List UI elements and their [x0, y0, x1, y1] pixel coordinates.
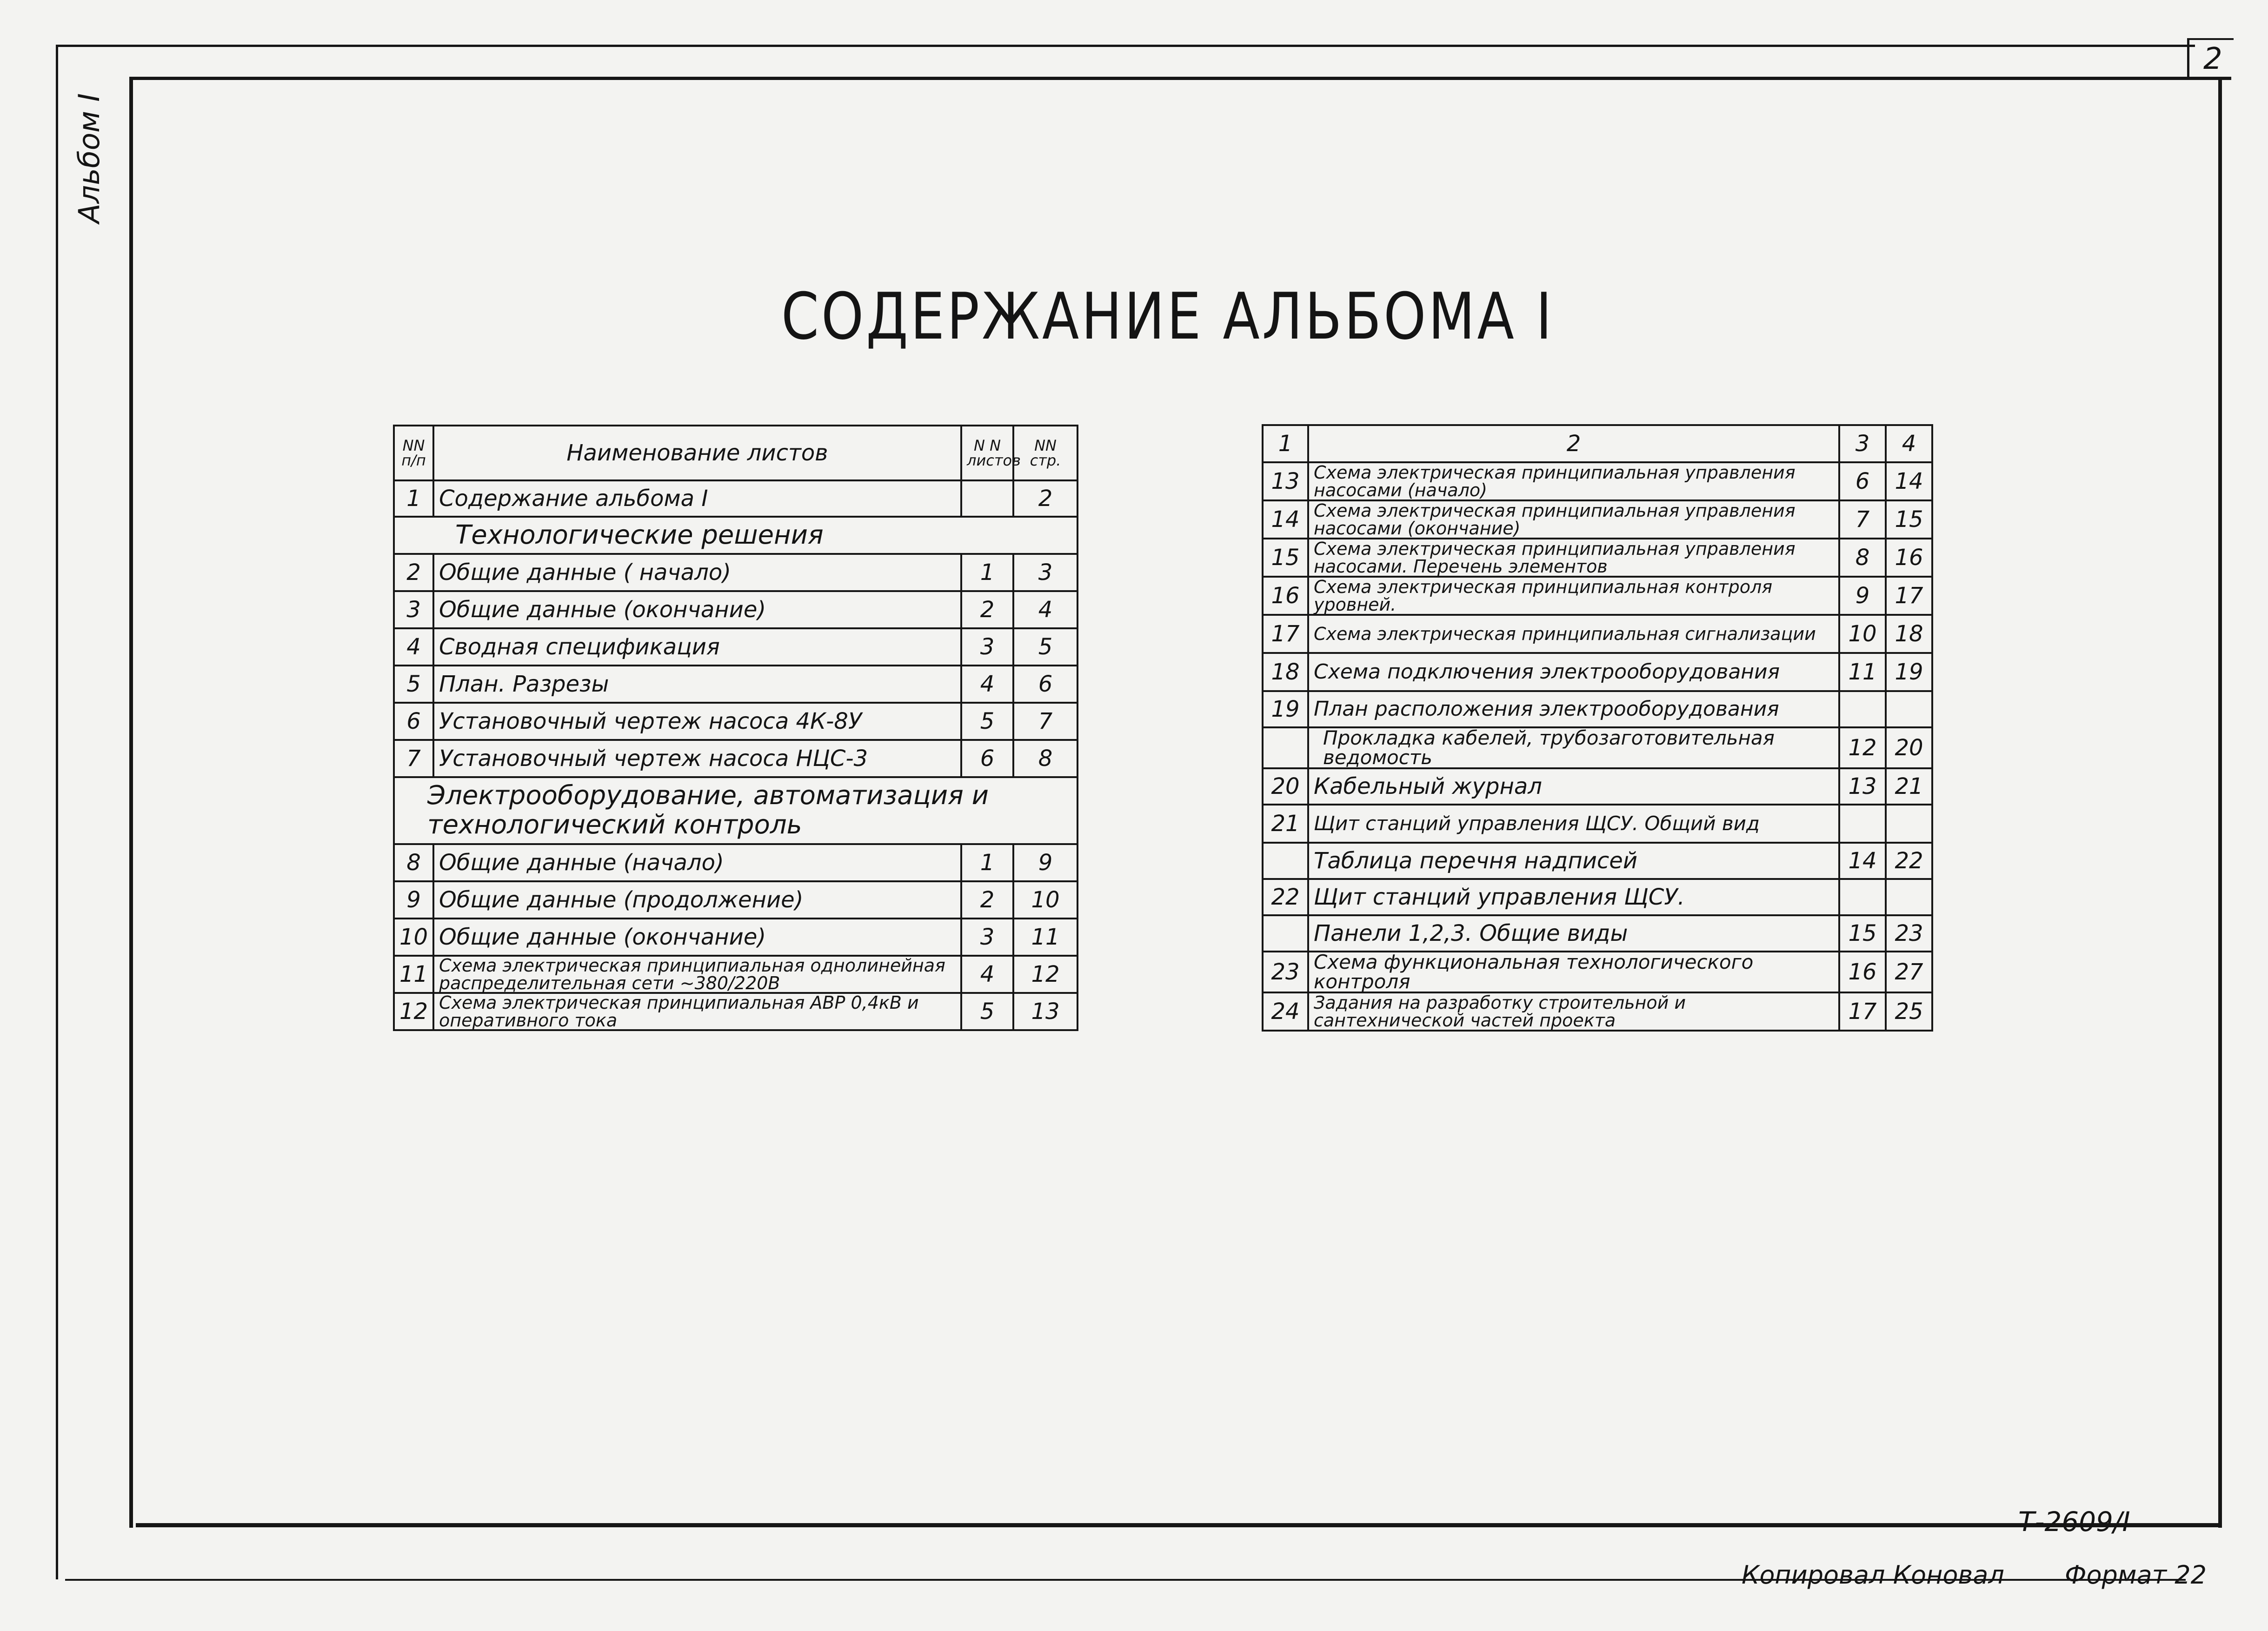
row-page: 12 — [1013, 956, 1077, 993]
row-page: 4 — [1013, 591, 1077, 628]
row-name: Панели 1,2,3. Общие виды — [1308, 915, 1839, 952]
col-header-1: 1 — [1263, 425, 1308, 462]
row-page: 3 — [1013, 554, 1077, 591]
col-header-number: NN п/п — [394, 426, 433, 480]
row-sheet: 8 — [1839, 539, 1886, 577]
table-header — [1263, 425, 1932, 462]
row-sheet: 1 — [961, 554, 1013, 591]
row-number: 4 — [394, 628, 433, 666]
row-name: Схема электрическая принципиальная сигнализации — [1308, 615, 1839, 653]
row-name: Содержание альбома I — [433, 480, 961, 517]
row-page: 6 — [1013, 666, 1077, 703]
row-number: 13 — [1263, 462, 1308, 500]
table-row — [1263, 691, 1932, 727]
row-number: 15 — [1263, 539, 1308, 577]
row-sheet — [1839, 879, 1886, 915]
table-row — [1263, 915, 1932, 952]
section-row — [394, 517, 1077, 554]
table-row — [394, 844, 1077, 881]
row-sheet: 6 — [1839, 462, 1886, 500]
inner-frame-right — [2218, 77, 2222, 1528]
row-name: Схема подключения электрооборудования — [1308, 653, 1839, 691]
table-row — [1263, 462, 1932, 500]
row-number — [1263, 915, 1308, 952]
page-number-box-top — [2187, 38, 2234, 40]
inner-frame-left — [129, 77, 133, 1528]
row-sheet: 15 — [1839, 915, 1886, 952]
row-page: 23 — [1886, 915, 1932, 952]
row-page: 11 — [1013, 919, 1077, 956]
row-page: 14 — [1886, 462, 1932, 500]
table-row — [1263, 500, 1932, 539]
row-name: Кабельный журнал — [1308, 768, 1839, 805]
table-header — [394, 426, 1077, 480]
row-name: Задания на разработку строительной и сантехнической частей проекта — [1308, 992, 1839, 1031]
page-number: 2 — [2203, 42, 2222, 76]
section-row — [394, 777, 1077, 844]
row-sheet: 17 — [1839, 992, 1886, 1031]
row-sheet: 14 — [1839, 843, 1886, 879]
row-number: 23 — [1263, 952, 1308, 992]
row-sheet: 5 — [961, 993, 1013, 1030]
table-row — [1263, 805, 1932, 843]
row-name: Схема электрическая принципиальная управления насосами (окончание) — [1308, 500, 1839, 539]
row-page: 8 — [1013, 740, 1077, 777]
table-row — [394, 666, 1077, 703]
row-name: Прокладка кабелей, трубозаготовительная ведомость — [1308, 727, 1839, 768]
row-name: Общие данные (продолжение) — [433, 881, 961, 919]
row-number: 16 — [1263, 577, 1308, 615]
row-page: 17 — [1886, 577, 1932, 615]
row-name: Щит станций управления ЩСУ. — [1308, 879, 1839, 915]
row-number: 18 — [1263, 653, 1308, 691]
row-number: 6 — [394, 703, 433, 740]
row-page: 21 — [1886, 768, 1932, 805]
row-number: 2 — [394, 554, 433, 591]
table-row — [1263, 879, 1932, 915]
table-row — [1263, 615, 1932, 653]
table-row — [1263, 768, 1932, 805]
col-header-3: 3 — [1839, 425, 1886, 462]
row-page — [1886, 805, 1932, 843]
table-row — [394, 591, 1077, 628]
row-name: Сводная спецификация — [433, 628, 961, 666]
row-sheet: 2 — [961, 591, 1013, 628]
copied-by-stamp: Копировал Коновал — [1742, 1560, 2004, 1590]
row-page: 18 — [1886, 615, 1932, 653]
row-sheet: 6 — [961, 740, 1013, 777]
row-number: 1 — [394, 480, 433, 517]
row-sheet: 9 — [1839, 577, 1886, 615]
row-number — [1263, 843, 1308, 879]
row-number: 24 — [1263, 992, 1308, 1031]
row-page: 25 — [1886, 992, 1932, 1031]
row-page: 22 — [1886, 843, 1932, 879]
table-row — [1263, 843, 1932, 879]
row-number: 10 — [394, 919, 433, 956]
row-name: Общие данные (окончание) — [433, 919, 961, 956]
row-number: 12 — [394, 993, 433, 1030]
row-name: Схема электрическая принципиальная однолинейная распределительная сети ~380/220В — [433, 956, 961, 993]
row-name: Щит станций управления ЩСУ. Общий вид — [1308, 805, 1839, 843]
row-page: 2 — [1013, 480, 1077, 517]
row-name: Схема функциональная технологического контроля — [1308, 952, 1839, 992]
row-name: Таблица перечня надписей — [1308, 843, 1839, 879]
row-sheet: 3 — [961, 628, 1013, 666]
row-number: 9 — [394, 881, 433, 919]
inner-frame-bottom — [136, 1523, 2221, 1527]
table-row — [394, 740, 1077, 777]
col-header-2: 2 — [1308, 425, 1839, 462]
row-page: 19 — [1886, 653, 1932, 691]
table-row — [1263, 539, 1932, 577]
row-sheet — [1839, 805, 1886, 843]
row-sheet: 13 — [1839, 768, 1886, 805]
row-name: План. Разрезы — [433, 666, 961, 703]
row-page: 13 — [1013, 993, 1077, 1030]
row-sheet: 4 — [961, 956, 1013, 993]
row-sheet — [1839, 691, 1886, 727]
row-sheet: 16 — [1839, 952, 1886, 992]
row-sheet: 10 — [1839, 615, 1886, 653]
row-sheet: 4 — [961, 666, 1013, 703]
col-header-sheet: N N листов — [961, 426, 1013, 480]
row-name: План расположения электрооборудования — [1308, 691, 1839, 727]
row-name: Схема электрическая принципиальная контроля уровней. — [1308, 577, 1839, 615]
table-row — [394, 628, 1077, 666]
row-name: Общие данные (окончание) — [433, 591, 961, 628]
row-number: 14 — [1263, 500, 1308, 539]
col-header-4: 4 — [1886, 425, 1932, 462]
row-number: 5 — [394, 666, 433, 703]
row-page: 5 — [1013, 628, 1077, 666]
row-page — [1886, 879, 1932, 915]
table-row — [394, 919, 1077, 956]
section-heading: Технологические решения — [394, 517, 1077, 554]
table-row — [1263, 952, 1932, 992]
row-number: 3 — [394, 591, 433, 628]
row-page: 7 — [1013, 703, 1077, 740]
row-page: 16 — [1886, 539, 1932, 577]
contents-table-right — [1262, 424, 1933, 1032]
row-number: 20 — [1263, 768, 1308, 805]
page-number-box-left — [2187, 38, 2189, 79]
table-row — [394, 993, 1077, 1030]
row-name: Общие данные ( начало) — [433, 554, 961, 591]
row-number: 8 — [394, 844, 433, 881]
row-name: Схема электрическая принципиальная управления насосами (начало) — [1308, 462, 1839, 500]
table-row — [1263, 727, 1932, 768]
row-number: 11 — [394, 956, 433, 993]
row-sheet — [961, 480, 1013, 517]
row-sheet: 11 — [1839, 653, 1886, 691]
row-page: 10 — [1013, 881, 1077, 919]
sheet-format: Формат 22 — [2065, 1560, 2207, 1590]
inner-frame-top — [129, 77, 2231, 80]
row-number: 19 — [1263, 691, 1308, 727]
row-page — [1886, 691, 1932, 727]
row-name: Схема электрическая принципиальная АВР 0,4кВ и оперативного тока — [433, 993, 961, 1030]
table-row — [1263, 992, 1932, 1031]
row-name: Общие данные (начало) — [433, 844, 961, 881]
row-number — [1263, 727, 1308, 768]
col-header-name: Наименование листов — [433, 426, 961, 480]
row-sheet: 2 — [961, 881, 1013, 919]
table-row — [394, 881, 1077, 919]
section-heading: Электрооборудование, автоматизация и технологический контроль — [394, 777, 1077, 844]
table-row — [394, 703, 1077, 740]
row-page: 20 — [1886, 727, 1932, 768]
table-row — [1263, 653, 1932, 691]
row-sheet: 3 — [961, 919, 1013, 956]
outer-frame-left — [56, 45, 58, 1579]
table-row — [394, 554, 1077, 591]
row-sheet: 7 — [1839, 500, 1886, 539]
table-row — [394, 480, 1077, 517]
table-row — [394, 956, 1077, 993]
row-number: 22 — [1263, 879, 1308, 915]
row-sheet: 1 — [961, 844, 1013, 881]
col-header-page: NN стр. — [1013, 426, 1077, 480]
row-name: Установочный чертеж насоса 4К-8У — [433, 703, 961, 740]
row-number: 21 — [1263, 805, 1308, 843]
row-name: Схема электрическая принципиальная управления насосами. Перечень элементов — [1308, 539, 1839, 577]
table-row — [1263, 577, 1932, 615]
row-page: 15 — [1886, 500, 1932, 539]
row-page: 27 — [1886, 952, 1932, 992]
album-side-label: Альбом I — [72, 93, 106, 223]
row-sheet: 12 — [1839, 727, 1886, 768]
page-title: СОДЕРЖАНИЕ АЛЬБОМА I — [781, 279, 1554, 354]
row-sheet: 5 — [961, 703, 1013, 740]
document-code: Т-2609/I — [2018, 1506, 2130, 1538]
row-page: 9 — [1013, 844, 1077, 881]
contents-table-left — [393, 425, 1078, 1031]
row-number: 17 — [1263, 615, 1308, 653]
row-number: 7 — [394, 740, 433, 777]
row-name: Установочный чертеж насоса НЦС-3 — [433, 740, 961, 777]
outer-frame-top — [56, 45, 2195, 47]
